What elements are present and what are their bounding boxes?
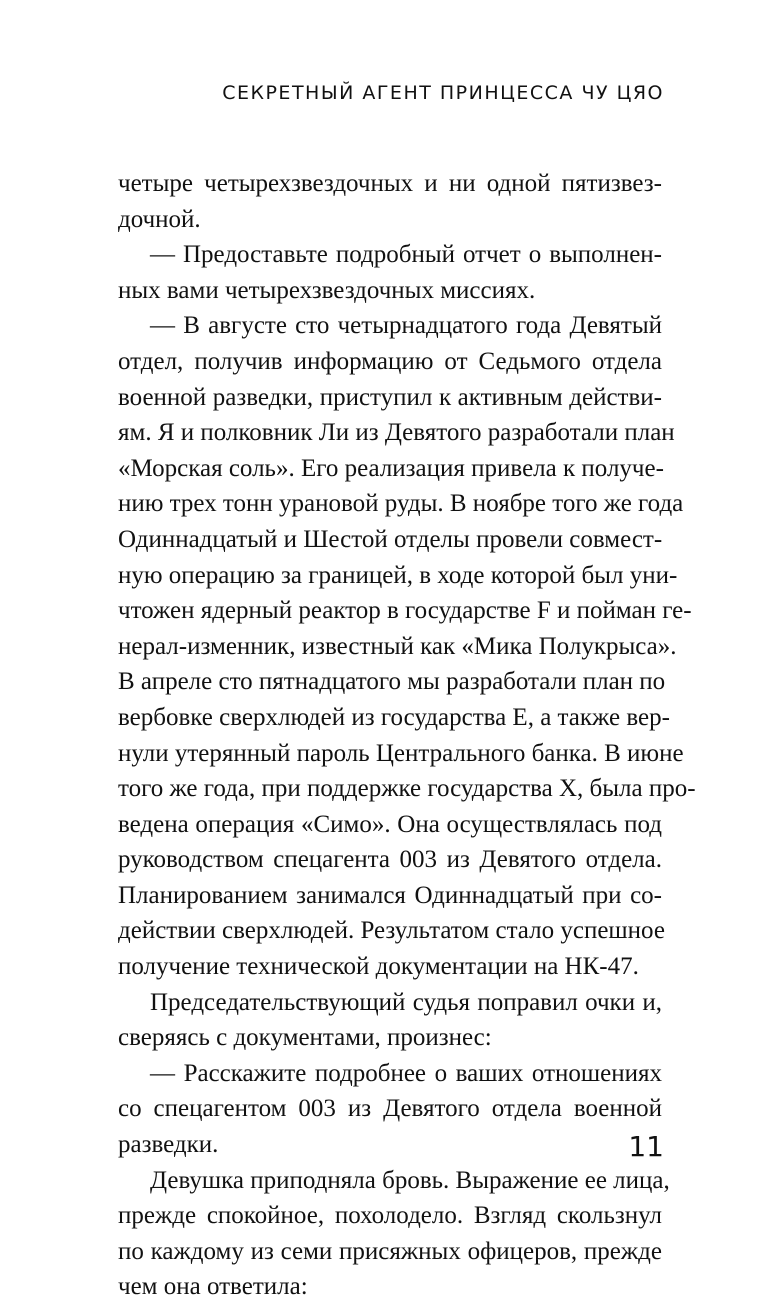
text-line: чтожен ядерный реактор в государстве F и пойман ге- — [118, 597, 692, 625]
text-line: получение технической документации на НК-47. — [118, 953, 639, 981]
text-line: военной разведки, приступил к активным действи- — [118, 383, 662, 411]
text-line: отдел, получив информацию от Седьмого отдела — [118, 347, 662, 375]
text-line: дочной. — [118, 205, 201, 233]
text-line: чем она ответила: — [118, 1273, 308, 1301]
text-line: со спецагентом 003 из Девятого отдела военной — [118, 1095, 662, 1123]
text-line: Председательствующий судья поправил очки и, — [150, 988, 662, 1016]
text-line: ям. Я и полковник Ли из Девятого разработали план — [118, 419, 675, 447]
running-head-title: СЕКРЕТНЫЙ АГЕНТ ПРИНЦЕССА ЧУ ЦЯО — [222, 82, 664, 104]
text-line: нерал-изменник, известный как «Мика Полукрыса». — [118, 632, 677, 660]
text-line: В апреле сто пятнадцатого мы разработали план по — [118, 668, 666, 696]
text-line: нию трех тонн урановой руды. В ноябре того же года — [118, 490, 684, 518]
text-line: действии сверхлюдей. Результатом стало успешное — [118, 917, 665, 945]
text-line: ную операцию за границей, в ходе которой был уни- — [118, 561, 678, 589]
text-line: — Предоставьте подробный отчет о выполнен- — [150, 241, 662, 269]
text-line: сверяясь с документами, произнес: — [118, 1024, 492, 1052]
text-line: нули утерянный пароль Центрального банка. В июне — [118, 739, 684, 767]
text-line: «Морская соль». Его реализация привела к получе- — [118, 454, 664, 482]
text-line: ведена операция «Симо». Она осуществлялась под — [118, 810, 662, 838]
text-line: — Расскажите подробнее о ваших отношениях — [150, 1059, 662, 1087]
text-line: по каждому из семи присяжных офицеров, прежде — [118, 1237, 662, 1265]
text-line: вербовке сверхлюдей из государства Е, а также вер- — [118, 703, 670, 731]
text-line: Планированием занимался Одиннадцатый при со- — [118, 881, 662, 909]
text-line: разведки. — [118, 1131, 219, 1159]
text-line: четыре четырехзвездочных и ни одной пятизвез- — [118, 170, 662, 197]
text-line: — В августе сто четырнадцатого года Девятый — [150, 312, 662, 340]
text-line: ных вами четырехзвездочных миссиях. — [118, 276, 536, 304]
text-line: Одиннадцатый и Шестой отделы провели совмест- — [118, 525, 663, 553]
body-text — [118, 166, 696, 1305]
text-line: прежде спокойное, похолодело. Взгляд скользнул — [118, 1202, 662, 1230]
text-line: руководством спецагента 003 из Девятого отдела. — [118, 846, 662, 874]
page-number: 11 — [628, 1130, 664, 1163]
text-line: того же года, при поддержке государства X, была про- — [118, 775, 696, 803]
text-line: Девушка приподняла бровь. Выражение ее лица, — [150, 1166, 670, 1194]
